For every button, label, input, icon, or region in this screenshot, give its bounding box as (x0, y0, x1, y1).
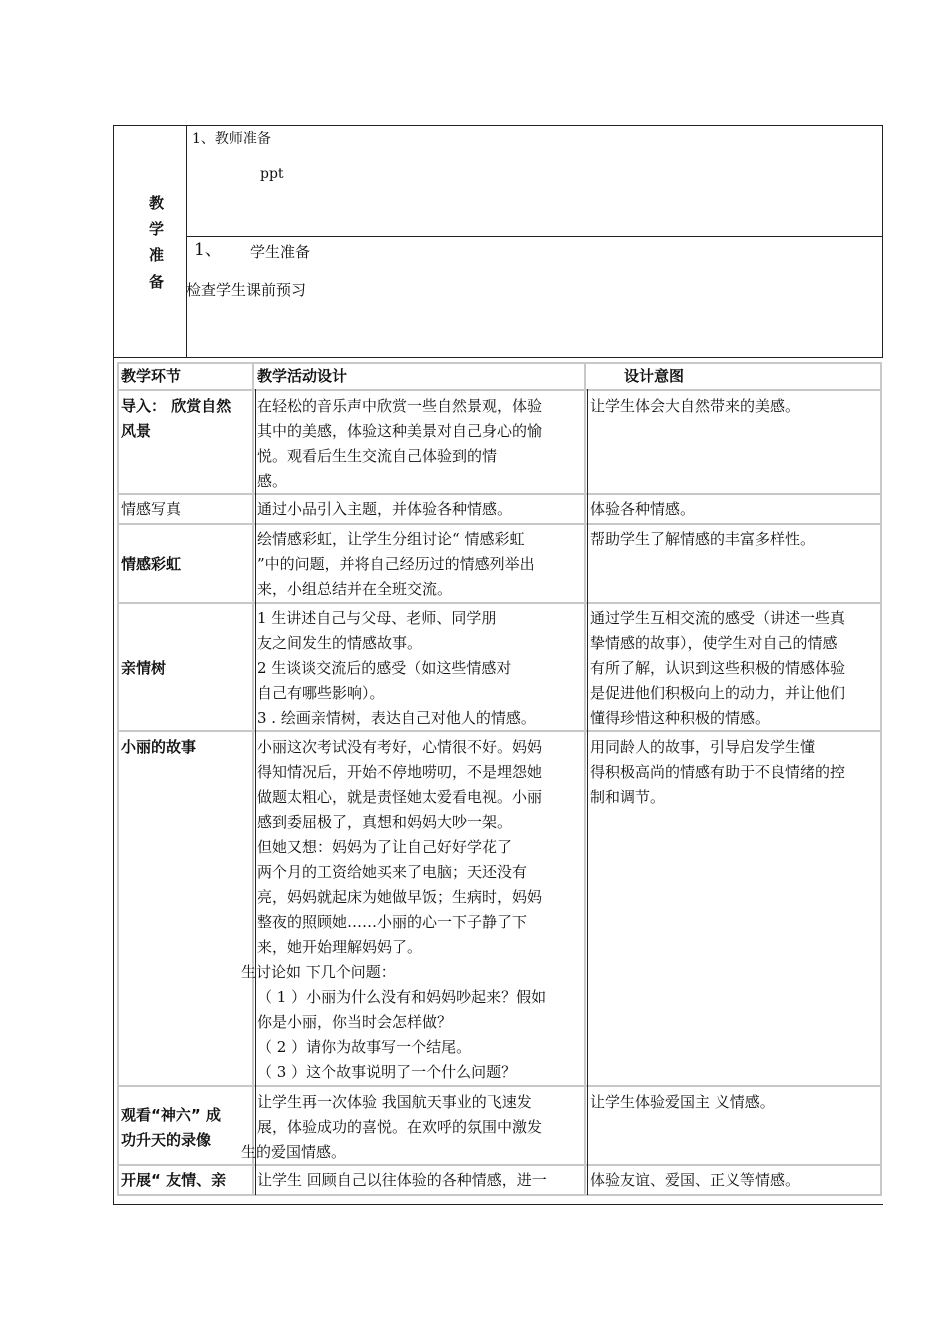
row-activity-line: 感。 (257, 472, 288, 490)
row-activity (257, 606, 536, 731)
row-intent (590, 394, 800, 419)
prep-top-border (113, 125, 883, 126)
row-stage-line: 开展“ 友情、亲 (121, 1171, 227, 1189)
grid-line (117, 1085, 882, 1087)
grid-line (117, 1194, 882, 1196)
side-char-1: 教 (149, 194, 165, 212)
row-stage (121, 552, 181, 577)
grid-col (252, 362, 254, 1196)
prep-divider (186, 125, 187, 358)
header-intent: 设计意图 (624, 367, 685, 385)
row-activity-line: 得知情况后，开始不停地唠叨，不是埋怨她 (257, 763, 543, 781)
row-activity-line: 生的爱国情感。 (241, 1143, 347, 1161)
teacher-prep-title: 教师准备 (214, 131, 271, 147)
header-stage: 教学环节 (121, 367, 182, 385)
row-intent-line: 让学生体会大自然带来的美感。 (590, 397, 801, 415)
row-intent-line: 让学生体验爱国主 义情感。 (590, 1093, 775, 1111)
outer-left-border (113, 125, 114, 1205)
row-intent-line: 懂得珍惜这种积极的情感。 (590, 709, 771, 727)
row-activity-line: 友之间发生的情感故事。 (257, 634, 423, 652)
row-activity-line: 但她又想：妈妈为了让自己好好学花了 (257, 838, 513, 856)
row-stage (121, 394, 231, 444)
col-line (255, 389, 256, 1195)
row-activity-line: 悦。观看后生生交流自己体验到的情 (257, 447, 498, 465)
student-prep-title: 学生准备 (250, 243, 311, 261)
row-activity-line: 在轻松的音乐声中欣赏一些自然景观，体验 (257, 397, 543, 415)
row-activity-line: （ 2 ）请你为故事写一个结尾。 (257, 1038, 472, 1056)
row-stage-line: 导入： 欣赏自然 (121, 397, 232, 415)
row-activity-line: 来，她开始理解妈妈了。 (257, 938, 423, 956)
row-stage-line: 情感写真 (121, 500, 182, 518)
row-stage (121, 656, 166, 681)
row-activity-line: 展，体验成功的喜悦。在欢呼的氛围中激发 (257, 1118, 543, 1136)
row-activity-line: （ 3 ）这个故事说明了一个什么问题？ (257, 1063, 517, 1081)
grid-line (117, 523, 882, 525)
grid-col (584, 362, 586, 1196)
row-stage-line: 观看“神六” 成 (121, 1106, 221, 1124)
teacher-prep-label (192, 127, 271, 152)
row-activity-line: 亮，妈妈就起床为她做早饭；生病时，妈妈 (257, 888, 543, 906)
student-prep-item: 检查学生课前预习 (186, 281, 307, 299)
row-intent (590, 1168, 800, 1193)
row-activity-line: 小丽这次考试没有考好，心情很不好。妈妈 (257, 738, 543, 756)
grid-line (117, 602, 882, 604)
row-activity-line: 整夜的照顾她……小丽的心一下子静了下 (257, 913, 528, 931)
row-stage-line: 风景 (121, 422, 152, 440)
row-intent (590, 1090, 775, 1115)
row-stage (121, 497, 181, 522)
row-stage (121, 1168, 226, 1193)
row-stage-line: 亲情树 (121, 659, 167, 677)
row-intent-line: 是促进他们积极向上的动力，并让他们 (590, 684, 846, 702)
teacher-prep-num: 1、 (192, 131, 215, 147)
row-intent-line: 用同龄人的故事，引导启发学生懂 (590, 738, 816, 756)
row-intent-line: 挚情感的故事），使学生对自己的情感 (590, 634, 838, 652)
row-activity (257, 527, 535, 602)
row-intent-line: 通过学生互相交流的感受（讲述一些真 (590, 609, 846, 627)
row-activity-line: 绘情感彩虹，让学生分组讨论“ 情感彩虹 (257, 530, 525, 548)
row-intent (590, 527, 815, 552)
row-intent-line: 体验各种情感。 (590, 500, 696, 518)
grid-line (117, 389, 882, 391)
prep-right-border (882, 125, 883, 358)
row-activity-line: 来，小组总结并在全班交流。 (257, 580, 453, 598)
side-char-2: 学 (149, 220, 165, 238)
row-activity-line: 通过小品引入主题，并体验各种情感。 (257, 500, 513, 518)
row-activity-line: 感到委屈极了，真想和妈妈大吵一架。 (257, 813, 513, 831)
row-activity (257, 1168, 547, 1193)
row-activity-line: 做题太粗心，就是责怪她太爱看电视。小丽 (257, 788, 543, 806)
row-activity-line: 1 生讲述自己与父母、老师、同学朋 (257, 609, 497, 627)
row-intent (590, 735, 845, 810)
row-stage-line: 小丽的故事 (121, 738, 197, 756)
grid-col (880, 362, 882, 1196)
row-activity (257, 497, 512, 522)
row-activity-line: （ 1 ）小丽为什么没有和妈妈吵起来？假如 (257, 988, 547, 1006)
side-char-3: 准 (149, 246, 165, 264)
row-stage (121, 735, 196, 760)
row-intent-line: 体验友谊、爱国、正义等情感。 (590, 1171, 801, 1189)
row-stage-line: 情感彩虹 (121, 555, 182, 573)
student-prep-num: 1、 (194, 240, 222, 260)
row-activity-line: 3 . 绘画亲情树，表达自己对他人的情感。 (257, 709, 536, 727)
row-activity (241, 1090, 543, 1165)
row-activity-line: 2 生谈谈交流后的感受（如这些情感对 (257, 659, 512, 677)
row-activity-line: ”中的问题，并将自己经历过的情感列举出 (257, 555, 535, 573)
header-activity: 教学活动设计 (257, 367, 348, 385)
row-stage (121, 1103, 221, 1153)
row-activity-line: 生讨论如 下几个问题： (241, 963, 396, 981)
row-intent-line: 帮助学生了解情感的丰富多样性。 (590, 530, 816, 548)
row-intent-line: 有所了解，认识到这些积极的情感体验 (590, 659, 846, 677)
row-activity-line: 两个月的工资给她买来了电脑；天还没有 (257, 863, 528, 881)
teacher-prep-item: ppt (260, 166, 284, 182)
row-activity (257, 394, 542, 494)
row-activity-line: 让学生再一次体验 我国航天事业的飞速发 (257, 1093, 532, 1111)
row-intent-line: 得积极高尚的情感有助于不良情绪的控 (590, 763, 846, 781)
col-line (587, 389, 588, 1195)
row-activity-line: 让学生 回顾自己以往体验的各种情感，进一 (257, 1171, 547, 1189)
row-activity-line: 其中的美感，体验这种美景对自己身心的愉 (257, 422, 543, 440)
prep-bottom-border (113, 357, 883, 358)
grid-line (117, 362, 882, 364)
row-activity-line: 自己有哪些影响）。 (257, 684, 385, 702)
bottom-border (113, 1204, 883, 1205)
row-intent (590, 606, 845, 731)
row-activity-line: 你是小丽，你当时会怎样做？ (257, 1013, 453, 1031)
row-stage-line: 功升天的录像 (121, 1131, 212, 1149)
grid-col (117, 362, 119, 1196)
row-intent-line: 制和调节。 (590, 788, 666, 806)
side-char-4: 备 (149, 273, 165, 291)
prep-mid-border (186, 236, 883, 237)
row-intent (590, 497, 695, 522)
row-activity (241, 735, 547, 1085)
